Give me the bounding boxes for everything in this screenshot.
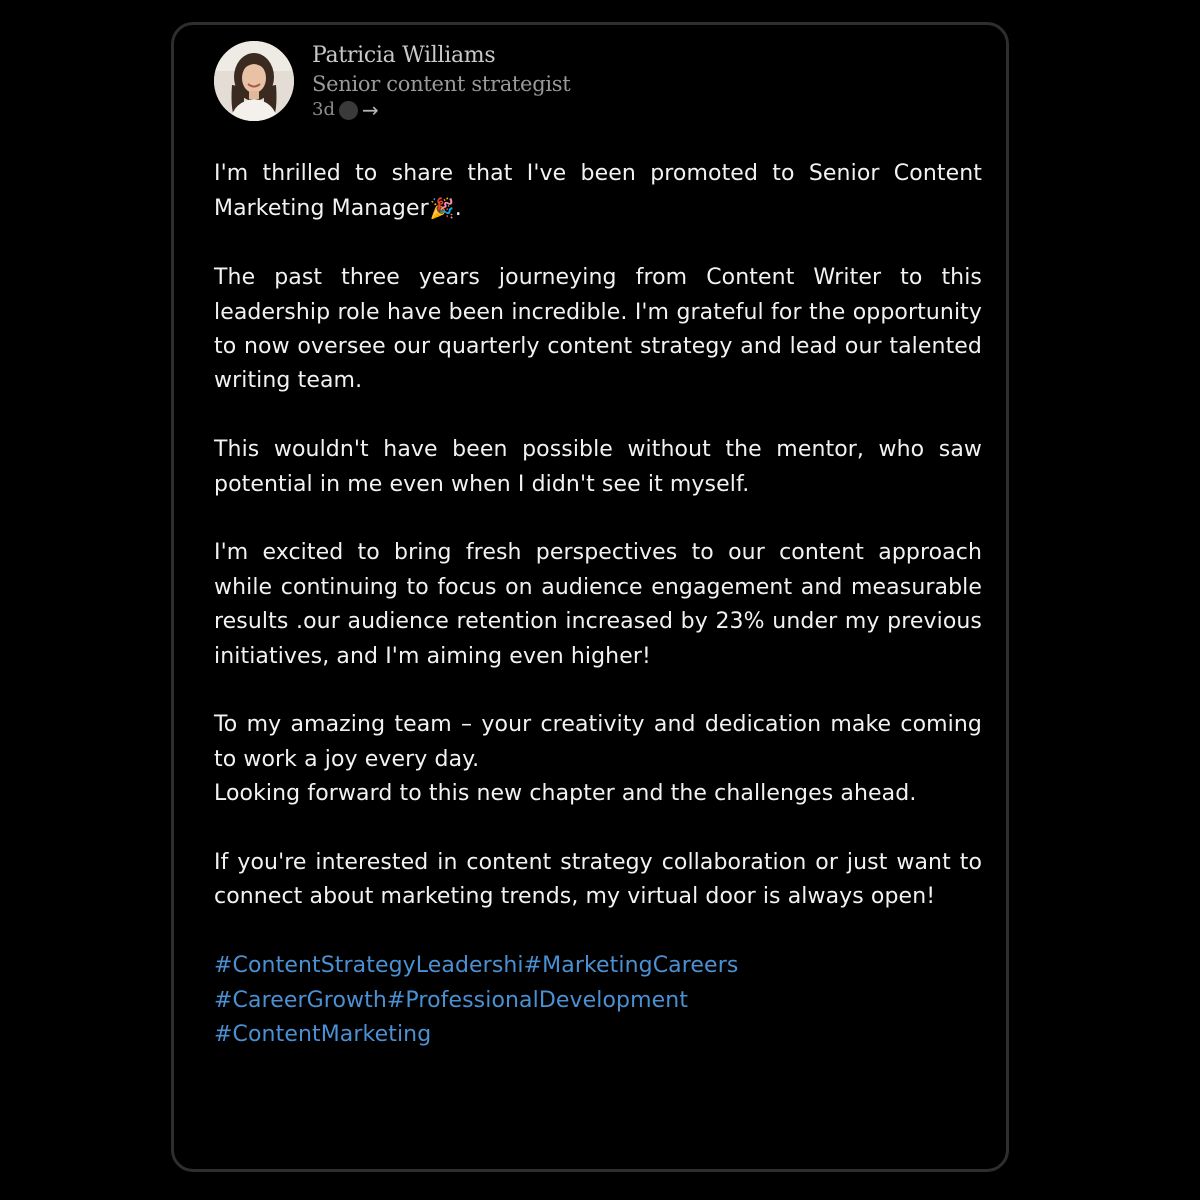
hashtag-line (214, 1018, 982, 1052)
post-paragraph: I'm excited to bring fresh perspectives to our content approach while continuing to focus on audience engagement and measurable results .our audience retention increased by 23% under my previous initiatives, and I'm aiming even higher! (214, 540, 982, 669)
author-meta (312, 41, 570, 123)
hashtag-list (214, 949, 982, 1052)
post-paragraph: Looking forward to this new chapter and the challenges ahead. (214, 781, 917, 807)
hashtag-link[interactable]: #ContentStrategyLeadershi (214, 953, 524, 979)
arrow-right-icon[interactable]: → (361, 98, 379, 122)
post-text: . (454, 196, 462, 222)
party-popper-icon: 🎉 (429, 196, 455, 221)
post-card (171, 22, 1009, 1172)
author-title: Senior content strategist (312, 72, 571, 96)
post-paragraph: This wouldn't have been possible without the mentor, who saw potential in me even when I didn't see it myself. (214, 437, 982, 497)
hashtag-link[interactable]: #CareerGrowth (214, 987, 387, 1013)
hashtag-link[interactable]: #MarketingCareers (523, 953, 739, 979)
post-paragraph: If you're interested in content strategy collaboration or just want to connect about marketing trends, my virtual door is always open! (214, 850, 982, 910)
post-paragraph: To my amazing team – your creativity and dedication make coming to work a joy every day. (214, 712, 982, 772)
globe-icon (339, 101, 358, 120)
hashtag-link[interactable]: #ContentMarketing (214, 1022, 432, 1048)
post-text: I'm thrilled to share that I've been promoted to Senior Content Marketing Manager (214, 161, 982, 222)
hashtag-line (214, 949, 982, 983)
post-header (214, 41, 570, 125)
post-paragraph (214, 157, 982, 227)
hashtag-line (214, 984, 982, 1018)
post-timestamp-row (312, 97, 570, 123)
post-paragraph: The past three years journeying from Content Writer to this leadership role have been incredible. I'm grateful for the opportunity to now oversee our quarterly content strategy and lead our talented writing team. (214, 265, 982, 394)
post-body (214, 157, 982, 1052)
author-name[interactable]: Patricia Williams (312, 43, 496, 68)
profile-photo-icon (214, 41, 294, 121)
post-time: 3d (312, 99, 335, 120)
hashtag-link[interactable]: #ProfessionalDevelopment (386, 987, 689, 1013)
avatar[interactable] (214, 41, 294, 121)
